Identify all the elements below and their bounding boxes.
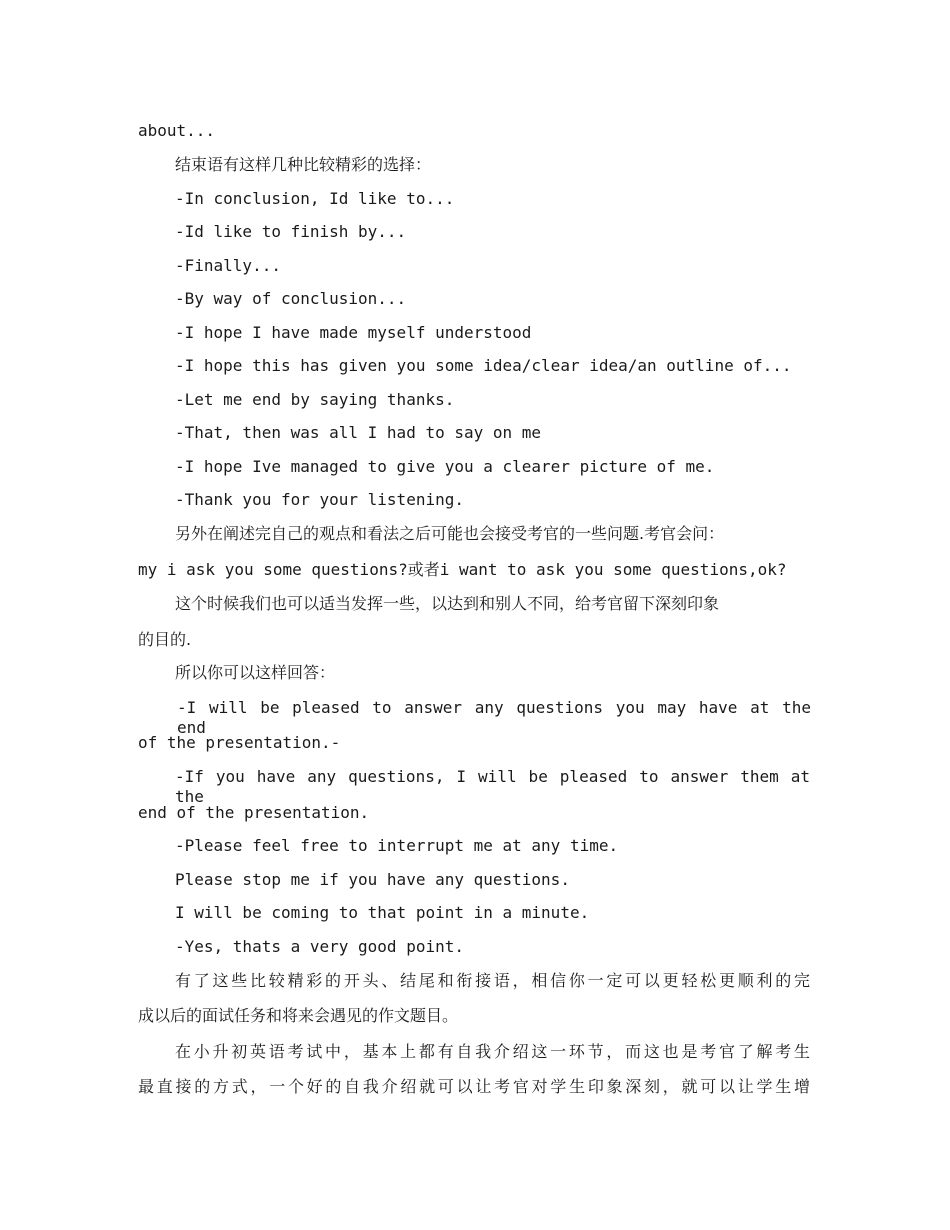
text-line: -Finally... [175,256,281,275]
text-line: -That, then was all I had to say on me [175,423,542,442]
text-line: of the presentation.- [138,733,341,752]
text-line: Please stop me if you have any questions. [175,870,570,889]
text-line: my i ask you some questions?或者i want to ask you some questions,ok? [138,560,787,579]
text-line: -If you have any questions, I will be pleased to answer them at the [175,767,810,806]
text-line: about... [138,121,216,140]
text-line: 的目的. [138,630,192,649]
text-line: 这个时候我们也可以适当发挥一些，以达到和别人不同，给考官留下深刻印象 [175,594,720,613]
text-line: -I will be pleased to answer any questions you may have at the end [177,698,811,737]
text-line: -Let me end by saying thanks. [175,390,455,409]
text-line: -I hope Ive managed to give you a clearer picture of me. [175,457,715,476]
text-line: 在小升初英语考试中，基本上都有自我介绍这一环节，而这也是考官了解考生 [175,1042,810,1061]
text-line: -Please feel free to interrupt me at any time. [175,836,619,855]
text-line: -Yes, thats a very good point. [175,937,464,956]
text-line: -By way of conclusion... [175,289,407,308]
text-line: -I hope I have made myself understood [175,323,532,342]
text-line: end of the presentation. [138,803,370,822]
text-line: -I hope this has given you some idea/clear idea/an outline of... [175,356,792,375]
text-line: 结束语有这样几种比较精彩的选择： [175,155,432,174]
text-line: 另外在阐述完自己的观点和看法之后可能也会接受考官的一些问题.考官会问： [175,524,725,543]
text-line: 所以你可以这样回答： [175,663,336,682]
text-line: 最直接的方式，一个好的自我介绍就可以让考官对学生印象深刻，就可以让学生增 [138,1077,810,1096]
text-line: I will be coming to that point in a minute. [175,903,590,922]
text-line: -Thank you for your listening. [175,490,464,509]
text-line: 成以后的面试任务和将来会遇见的作文题目。 [138,1006,459,1025]
text-line: -In conclusion, Id like to... [175,189,455,208]
text-line: -Id like to finish by... [175,222,407,241]
text-line: 有了这些比较精彩的开头、结尾和衔接语，相信你一定可以更轻松更顺利的完 [175,971,810,990]
